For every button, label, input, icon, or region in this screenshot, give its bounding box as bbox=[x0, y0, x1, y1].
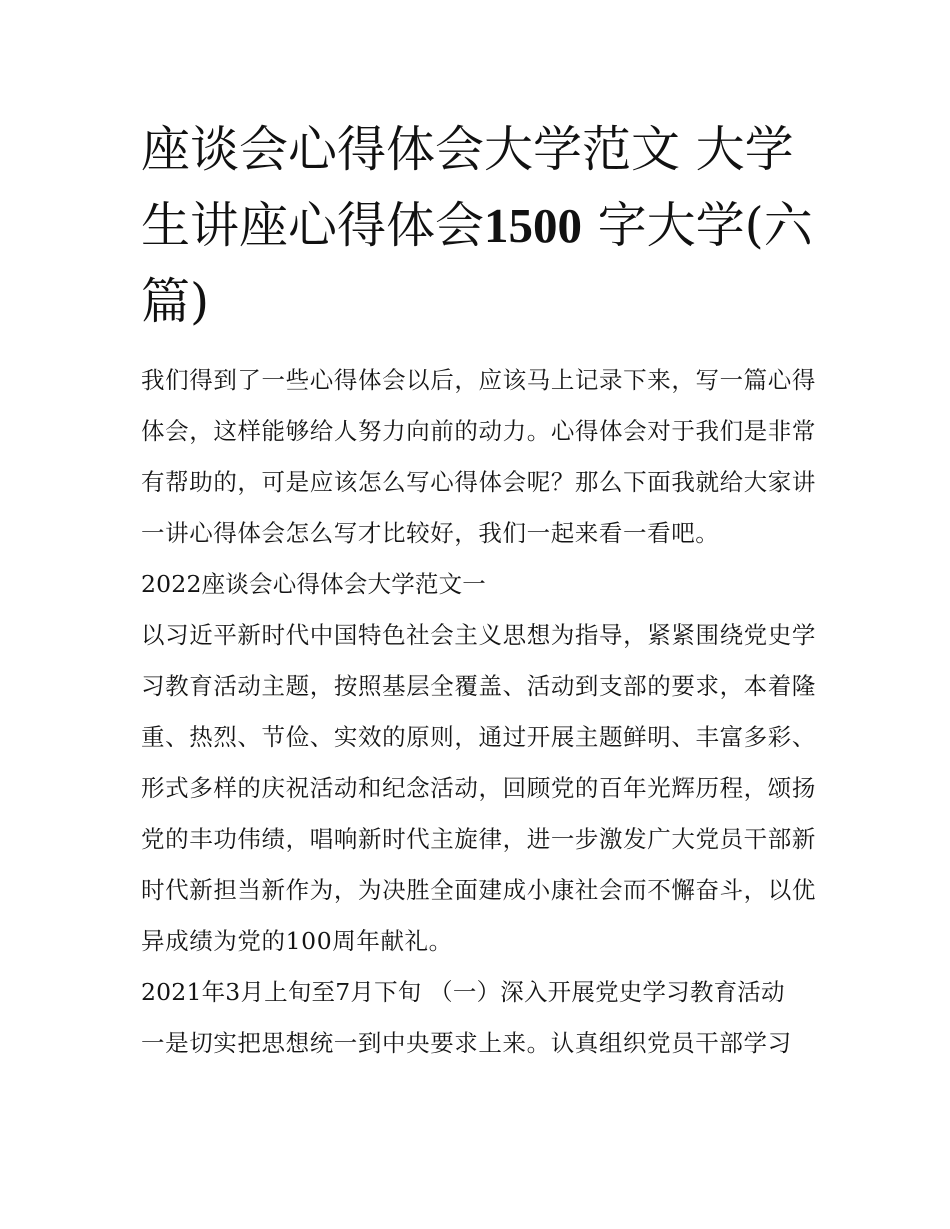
title-part-1: 座谈会心得体会大学范文 大学生讲座心得体会 bbox=[141, 121, 794, 254]
title-part-2: 字大学(六篇) bbox=[141, 197, 813, 330]
document-body bbox=[141, 355, 816, 1069]
section-heading-2: 2021年3月上旬至7月下旬 （一）深入开展党史学习教育活动 bbox=[141, 978, 785, 1006]
body-paragraph-2: 一是切实把思想统一到中央要求上来。认真组织党员干部学习 bbox=[141, 1029, 792, 1057]
section-heading-1: 2022座谈会心得体会大学范文一 bbox=[141, 570, 487, 598]
title-number: 1500 bbox=[484, 198, 583, 253]
intro-paragraph: 我们得到了一些心得体会以后，应该马上记录下来，写一篇心得体会，这样能够给人努力向前的动力。心得体会对于我们是非常有帮助的，可是应该怎么写心得体会呢？那么下面我就给大家讲一讲心得体会怎么写才比较好，我们一起来看一看吧。 bbox=[141, 366, 816, 547]
document-title bbox=[141, 112, 831, 340]
body-paragraph-1: 以习近平新时代中国特色社会主义思想为指导，紧紧围绕党史学习教育活动主题，按照基层全覆盖、活动到支部的要求，本着隆重、热烈、节俭、实效的原则，通过开展主题鲜明、丰富多彩、形式多样的庆祝活动和纪念活动，回顾党的百年光辉历程，颂扬党的丰功伟绩，唱响新时代主旋律，进一步激发广大党员干部新时代新担当新作为，为决胜全面建成小康社会而不懈奋斗，以优异成绩为党的100周年献礼。 bbox=[141, 621, 816, 955]
